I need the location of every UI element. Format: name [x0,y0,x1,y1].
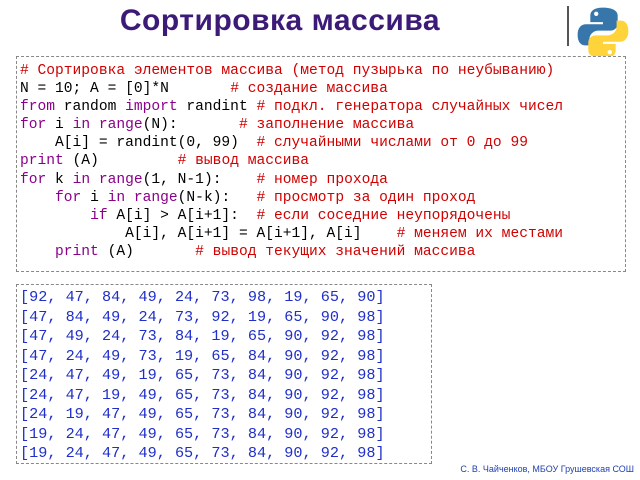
code-comment: # просмотр за один проход [256,189,476,206]
code-keyword: from [20,99,56,116]
code-comment: # подкл. генератора случайных чисел [256,99,563,116]
output-line: [19, 24, 47, 49, 65, 73, 84, 90, 92, 98] [20,444,385,462]
code-keyword: range [133,189,178,206]
code-text: (N-k): [177,189,257,206]
code-line [20,80,563,98]
code-text: k [46,171,73,188]
code-comment: # если соседние неупорядочены [256,207,511,224]
code-text [20,208,90,224]
code-keyword: for [20,117,47,134]
code-text: i [46,117,73,134]
code-text [20,244,55,260]
python-logo-icon [574,4,632,62]
code-comment: # создание массива [230,81,388,98]
code-line [20,62,563,80]
code-keyword: print [55,243,99,260]
code-text: randint [177,99,257,116]
code-comment: # заполнение массива [238,117,415,134]
code-line [20,243,563,261]
code-line [20,152,563,170]
code-text: A[i], A[i+1] = A[i+1], A[i] [20,225,397,242]
code-line [20,116,563,134]
code-text: (A) [98,243,196,260]
output-line: [47, 24, 49, 73, 19, 65, 84, 90, 92, 98] [20,346,385,365]
code-text [125,190,134,206]
code-listing [20,62,563,261]
code-line [20,171,563,189]
code-text: A[i] = randint(0, 99) [20,135,257,152]
code-keyword: if [90,207,108,224]
output-line: [24, 19, 47, 49, 65, 73, 84, 90, 92, 98] [20,405,385,423]
output-line: [47, 49, 24, 73, 84, 19, 65, 90, 92, 98] [20,327,385,345]
code-line [20,134,563,152]
code-keyword: in [72,171,91,188]
code-comment: # Сортировка элементов массива (метод пузырька по неубыванию) [20,63,555,79]
code-text: random [55,99,126,116]
code-keyword: range [98,117,143,134]
output-line: [24, 47, 19, 49, 65, 73, 84, 90, 92, 98] [20,385,385,404]
code-keyword: range [98,171,143,188]
code-keyword: for [55,189,82,206]
code-text [20,190,55,206]
code-keyword: for [20,171,47,188]
code-keyword: import [125,99,178,116]
code-text: i [81,189,108,206]
output-line: [92, 47, 84, 49, 24, 73, 98, 19, 65, 90] [20,288,385,306]
code-comment: # вывод текущих значений массива [195,243,476,260]
code-comment: # вывод массива [177,153,310,170]
code-comment: # номер прохода [256,171,388,188]
code-keyword: in [72,117,91,134]
code-line [20,98,563,116]
code-line [20,225,563,243]
slide-footer: С. В. Чайченков, МБОУ Грушевская СОШ [460,464,634,474]
code-text [90,117,99,133]
slide-title: Сортировка массива [119,4,441,37]
code-keyword: in [107,189,126,206]
code-comment: # меняем их местами [396,225,563,242]
code-text: A[i] > A[i+1]: [107,207,257,224]
output-line: [19, 24, 47, 49, 65, 73, 84, 90, 92, 98] [20,424,385,443]
program-output [20,288,385,464]
divider [567,6,569,46]
code-keyword: print [20,153,64,170]
code-text: N = 10; A = [0]*N [20,81,231,98]
code-line [20,207,563,225]
code-comment: # случайными числами от 0 до 99 [256,135,528,152]
output-line: [24, 47, 49, 19, 65, 73, 84, 90, 92, 98] [20,366,385,384]
code-line [20,189,563,207]
code-text: (A) [63,153,178,170]
code-text: (N): [142,117,239,134]
code-text: (1, N-1): [142,171,257,188]
output-line: [47, 84, 49, 24, 73, 92, 19, 65, 90, 98] [20,307,385,326]
code-text [90,172,99,188]
